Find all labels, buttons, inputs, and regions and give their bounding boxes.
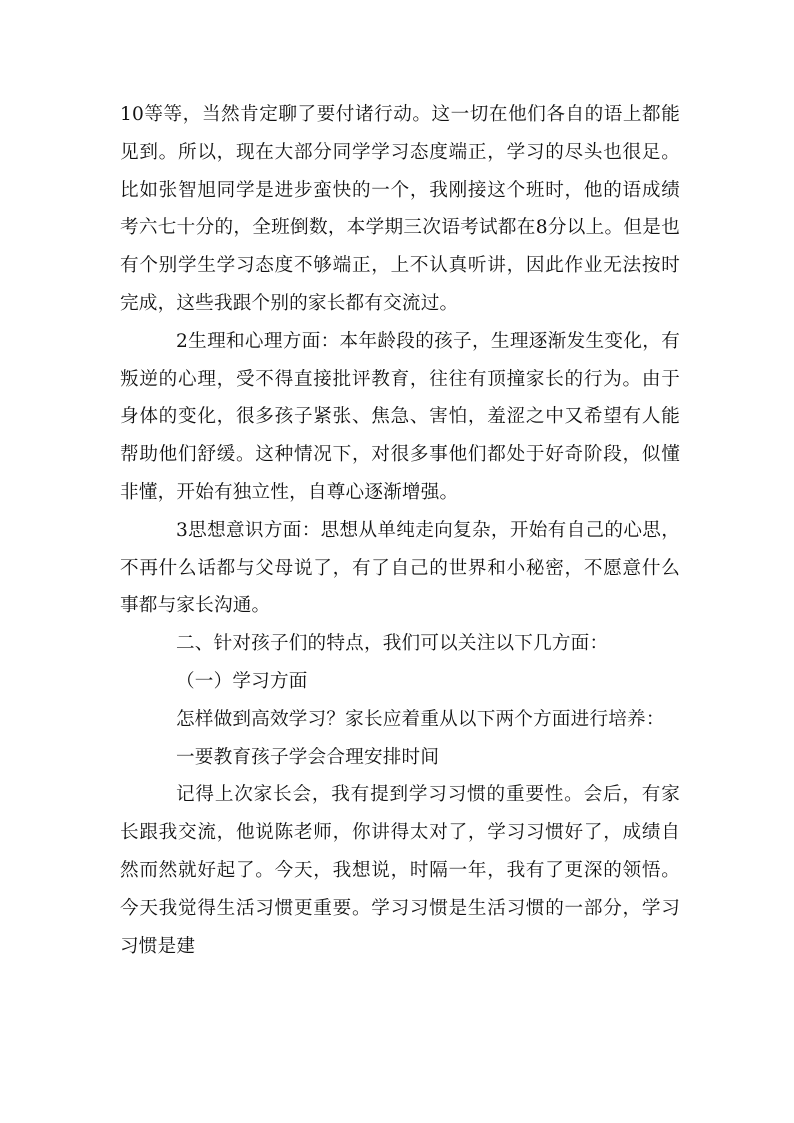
paragraph-ideology-awareness: 3思想意识方面：思想从单纯走向复杂，开始有自己的心思，不再什么话都与父母说了，有了自己的世界和小秘密，不愿意什么事都与家长沟通。 [120, 519, 680, 617]
paragraph-study-attitude: 10等等，当然肯定聊了要付诸行动。这一切在他们各自的语上都能见到。所以，现在大部分同学学习态度端正，学习的尽头也很足。比如张智旭同学是进步蛮快的一个，我刚接这个班时，他的语成绩考六七十分的，全班倒数，本学期三次语考试都在8分以上。但是也有个别学生学习态度不够端正，上不认真听讲，因此作业无法按时完成，这些我跟个别的家长都有交流过。 [120, 104, 680, 314]
paragraph-physiology-psychology: 2生理和心理方面：本年龄段的孩子，生理逐渐发生变化，有叛逆的心理，受不得直接批评教育，往往有顶撞家长的行为。由于身体的变化，很多孩子紧张、焦急、害怕，羞涩之中又希望有人能帮助他们舒缓。这种情况下，对很多事他们都处于好奇阶段，似懂非懂，开始有独立性，自尊心逐渐增强。 [120, 330, 680, 503]
subsection-heading-study: （一）学习方面 [176, 670, 308, 692]
paragraph-time-management: 一要教育孩子学会合理安排时间 [176, 746, 440, 768]
document-body [120, 96, 680, 965]
paragraph-parent-meeting: 记得上次家长会，我有提到学习习惯的重要性。会后，有家长跟我交流，他说陈老师，你讲得太对了，学习习惯好了，成绩自然而然就好起了。今天，我想说，时隔一年，我有了更深的领悟。今天我觉得生活习惯更重要。学习习惯是生活习惯的一部分，学习习惯是建 [120, 784, 680, 957]
section-heading-focus-areas: 二、针对孩子们的特点，我们可以关注以下几方面： [176, 633, 609, 655]
paragraph-efficient-learning: 怎样做到高效学习？家长应着重从以下两个方面进行培养： [176, 708, 665, 730]
